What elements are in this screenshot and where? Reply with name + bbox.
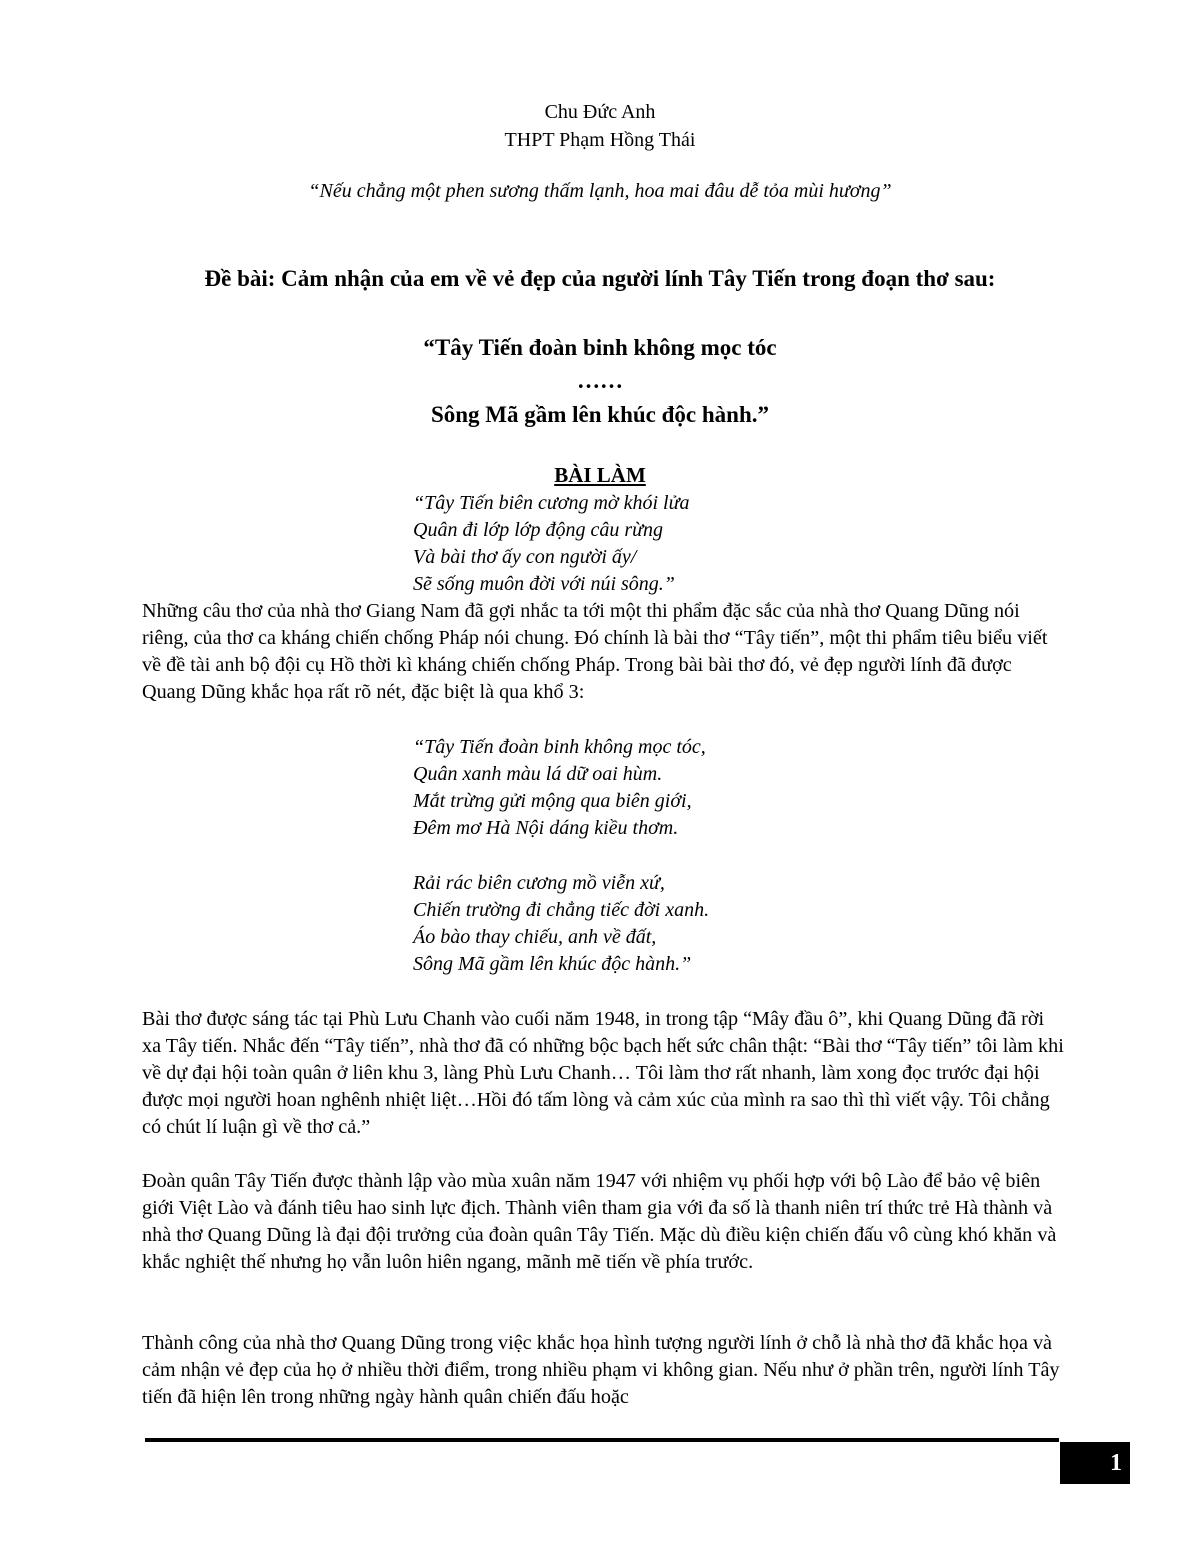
verse-line: Sông Mã gầm lên khúc độc hành.” xyxy=(413,953,692,975)
paragraph-context: Bài thơ được sáng tác tại Phù Lưu Chanh vào cuối năm 1948, in trong tập “Mây đầu ô”, khi Quang Dũng đã rời xa Tây tiến. Nhắc đến “Tây tiến”, nhà thơ đã có những bộc bạch hết sức chân thật: “Bài thơ “Tây tiến” tôi làm khi về dự đại hội toàn quân ở liên khu 3, làng Phù Lưu Chanh… Tôi làm thơ rất nhanh, làm xong đọc trước đại hội được mọi người hoan nghênh nhiệt liệt…Hồi đó tấm lòng và cảm xúc của mình ra sao thì thì viết vậy. Tôi chẳng có chút lí luận gì về thơ cả.” xyxy=(142,1008,1064,1138)
footer-rule xyxy=(145,1438,1059,1442)
verse-line: Chiến trường đi chẳng tiếc đời xanh. xyxy=(413,899,710,921)
assignment-quote-line1: “Tây Tiến đoàn binh không mọc tóc xyxy=(423,335,777,360)
school-name: THPT Phạm Hồng Thái xyxy=(504,129,696,151)
verse-line: “Tây Tiến đoàn binh không mọc tóc, xyxy=(413,736,706,758)
verse-line: Rải rác biên cương mồ viễn xứ, xyxy=(413,872,665,894)
verse-line: Mắt trừng gửi mộng qua biên giới, xyxy=(413,790,692,812)
poem-stanza-1 xyxy=(413,734,706,842)
paragraph-analysis: Thành công của nhà thơ Quang Dũng trong việc khắc họa hình tượng người lính ở chỗ là nhà thơ đã khắc họa và cảm nhận vẻ đẹp của họ ở nhiều thời điểm, trong nhiều phạm vi không gian. Nếu như ở phần trên, người lính Tây tiến đã hiện lên trong những ngày hành quân chiến đấu hoặc xyxy=(142,1332,1060,1408)
verse-line: “Tây Tiến biên cương mờ khói lửa xyxy=(413,492,690,514)
verse-line: Và bài thơ ấy con người ấy/ xyxy=(413,546,637,568)
verse-line: Đêm mơ Hà Nội dáng kiều thơm. xyxy=(413,817,679,839)
verse-line: Áo bào thay chiếu, anh về đất, xyxy=(413,926,657,948)
paragraph-intro: Những câu thơ của nhà thơ Giang Nam đã gợi nhắc ta tới một thi phẩm đặc sắc của nhà thơ Quang Dũng nói riêng, của thơ ca kháng chiến chống Pháp nói chung. Đó chính là bài thơ “Tây tiến”, một thi phẩm tiêu biểu viết về đề tài anh bộ đội cụ Hồ thời kì kháng chiến chống Pháp. Trong bài bài thơ đó, vẻ đẹp người lính đã được Quang Dũng khắc họa rất rõ nét, đặc biệt là qua khổ 3: xyxy=(142,600,1048,703)
opening-verse xyxy=(413,490,689,598)
paragraph-history: Đoàn quân Tây Tiến được thành lập vào mùa xuân năm 1947 với nhiệm vụ phối hợp với bộ Lào để bảo vệ biên giới Việt Lào và đánh tiêu hao sinh lực địch. Thành viên tham gia với đa số là thanh niên trí thức trẻ Hà thành và nhà thơ Quang Dũng là đại đội trưởng của đoàn quân Tây Tiến. Mặc dù điều kiện chiến đấu vô cùng khó khăn và khắc nghiệt thế nhưng họ vẫn luôn hiên ngang, mãnh mẽ tiến về phía trước. xyxy=(142,1170,1057,1273)
epigraph: “Nếu chẳng một phen sương thấm lạnh, hoa mai đâu dễ tỏa mùi hương” xyxy=(308,180,892,202)
page-number: 1 xyxy=(1060,1442,1130,1484)
verse-line: Quân đi lớp lớp động câu rừng xyxy=(413,519,664,541)
assignment-quote-ellipsis: …… xyxy=(577,368,623,393)
author-name: Chu Đức Anh xyxy=(544,101,656,123)
essay-heading: BÀI LÀM xyxy=(554,463,646,487)
verse-line: Quân xanh màu lá dữ oai hùm. xyxy=(413,763,663,785)
assignment-title: Đề bài: Cảm nhận của em về vẻ đẹp của người lính Tây Tiến trong đoạn thơ sau: xyxy=(204,266,996,291)
verse-line: Sẽ sống muôn đời với núi sông.” xyxy=(413,573,675,595)
poem-stanza-2 xyxy=(413,870,709,978)
assignment-quote-line2: Sông Mã gầm lên khúc độc hành.” xyxy=(430,402,770,427)
